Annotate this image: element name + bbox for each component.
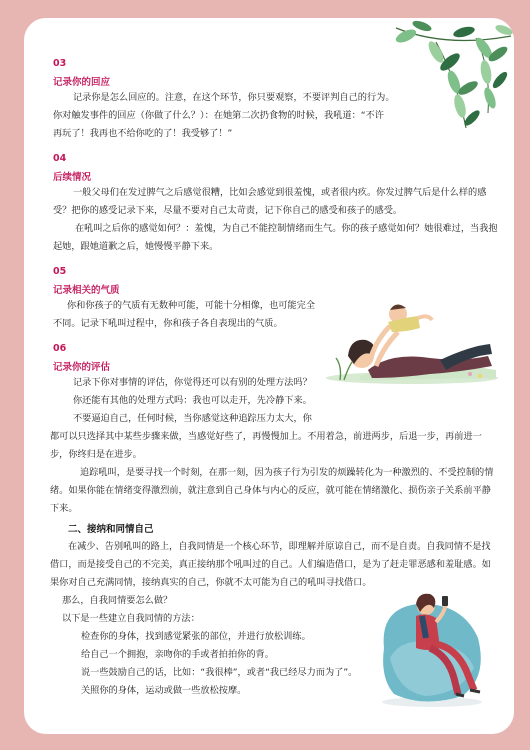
part-2-method: 检查你的身体，找到感觉紧张的部位，并进行放松训练。	[81, 631, 311, 642]
section-06-line: 绪。如果你能在情绪变得激烈前，就注意到自己身体与内心的反应，就可能在情绪激化、损伤亲子关系前平静	[50, 485, 491, 496]
section-06-number: 06	[53, 343, 67, 354]
section-05-title: 记录相关的气质	[53, 285, 120, 296]
section-03-number: 03	[53, 58, 67, 69]
part-2-line: 以下是一些建立自我同情的方法：	[62, 613, 200, 624]
section-04-number: 04	[53, 153, 67, 164]
section-06-line: 都可以只选择其中某些步骤来做，当感觉好些了，再慢慢加上。不用着急，前进两步，后退一步，再前进一	[50, 431, 482, 442]
leaf-branch-illustration	[376, 18, 514, 138]
section-05-number: 05	[53, 266, 67, 277]
section-05-line: 你和你孩子的气质有无数种可能，可能十分相像，也可能完全	[67, 300, 316, 311]
part-2-method: 说一些鼓励自己的话，比如：“我很棒”，或者“我已经尽力而为了”。	[81, 667, 358, 678]
section-06-line: 步，你终归是在进步。	[50, 449, 142, 460]
page-card	[24, 18, 514, 734]
part-2-line: 借口，而是接受自己的不完美，真正接纳那个吼叫过的自己。人们编造借口，是为了赶走罪恶感和羞耻感。如	[50, 559, 491, 570]
section-06-line: 你还能有其他的处理方式吗：我也可以走开，先冷静下来。	[73, 395, 312, 406]
part-2-method: 关照你的身体，运动或做一些放松按摩。	[81, 685, 247, 696]
part-2-line: 果你对自己充满同情，接纳真实的自己，你就不太可能为自己的吼叫寻找借口。	[50, 577, 372, 588]
section-04-line: 受？把你的感受记录下来，尽量不要对自己太苛责，记下你自己的感受和孩子的感受。	[53, 205, 403, 216]
section-04-title: 后续情况	[53, 172, 92, 183]
part-2-heading: 二、接纳和同情自己	[68, 524, 154, 535]
woman-chair-illustration	[370, 578, 494, 708]
section-03-line: 再玩了！我再也不给你吃的了！我受够了！”	[53, 128, 233, 139]
part-2-method: 给自己一个拥抱，亲吻你的手或者拍拍你的背。	[81, 649, 274, 660]
part-2-line: 在减少、告别吼叫的路上，自我同情是一个核心环节，即理解并原谅自己，而不是自责。自我同情不是找	[68, 541, 491, 552]
section-04-line: 一般父母们在发过脾气之后感觉很糟，比如会感觉到很羞愧，或者很内疚。你发过脾气后是什么样的感	[73, 187, 487, 198]
section-06-title: 记录你的评估	[53, 362, 111, 373]
section-06-line: 下来。	[50, 503, 78, 514]
section-06-line: 不要逼迫自己，任何时候，当你感觉这种追踪压力太大，你	[73, 413, 312, 424]
section-05-line: 不同。记录下吼叫过程中，你和孩子各自表现出的气质。	[53, 318, 283, 329]
section-04-line: 起她，跟她道歉之后，她慢慢平静下来。	[53, 241, 219, 252]
section-06-line: 追踪吼叫，是要寻找一个时刻，在那一刻，因为孩子行为引发的烦躁转化为一种激烈的、不受控制的情	[80, 467, 494, 478]
section-03-line: 你对触发事件的回应（你做了什么？）：在她第二次扔食物的时候，我吼道：“不许	[53, 110, 384, 121]
section-06-line: 记录下你对事情的评估，你觉得还可以有别的处理方法吗？	[73, 377, 312, 388]
part-2-line: 那么，自我同情要怎么做？	[62, 595, 173, 606]
parent-child-illustration	[320, 286, 504, 388]
section-04-line: 在吼叫之后你的感觉如何？：羞愧，为自己不能控制情绪而生气。你的孩子感觉如何？她很难过，当我抱	[75, 223, 498, 234]
section-03-line: 记录你是怎么回应的。注意，在这个环节，你只要观察，不要评判自己的行为。	[73, 92, 395, 103]
section-03-title: 记录你的回应	[53, 77, 111, 88]
